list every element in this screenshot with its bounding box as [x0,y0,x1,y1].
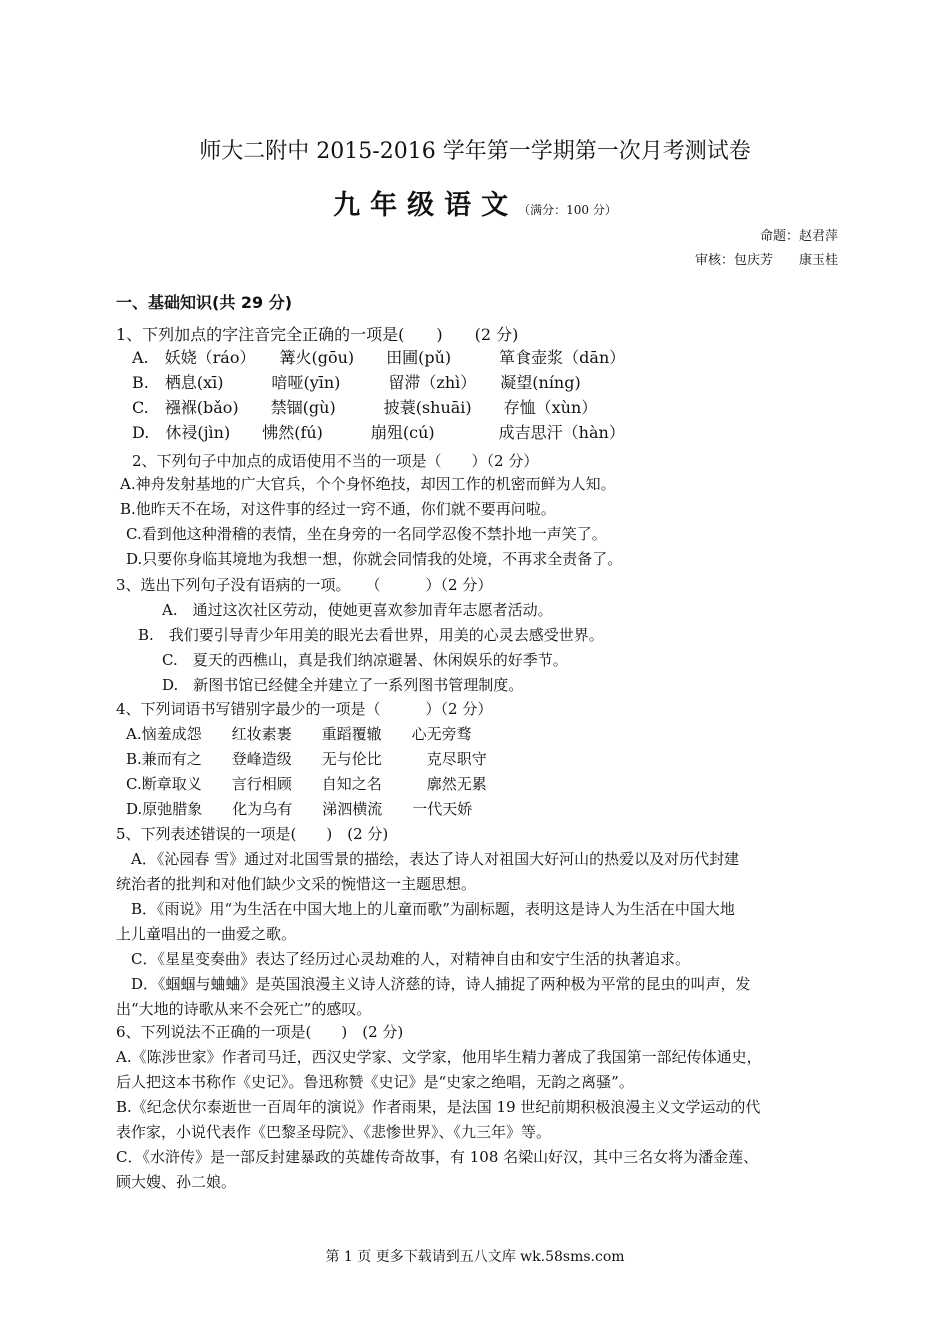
author-line: 命题：赵君萍 [759,229,838,244]
q2-option-d: D.只要你身临其境地为我想一想，你就会同情我的处境，不再求全责备了。 [126,550,623,568]
subject-title: 九年级语文 [333,190,519,221]
full-score: （满分：100 分） [518,203,617,217]
q6-option-c-line2: 顾大嫂、孙二娘。 [116,1173,237,1191]
q6-option-b-line2: 表作家，小说代表作《巴黎圣母院》、《悲惨世界》、《九三年》等。 [116,1123,552,1141]
q3-option-a: A. 通过这次社区劳动，使她更喜欢参加青年志愿者活动。 [162,601,553,619]
q4-option-a: A.恼羞成怨 红妆素裹 重蹈覆辙 心无旁骛 [126,725,472,743]
q4-option-b: B.兼而有之 登峰造级 无与伦比 克尽职守 [126,750,487,768]
q5-option-d-line2: 出“大地的诗歌从来不会死亡”的感叹。 [116,1000,372,1018]
q5-option-c: C．《星星变奏曲》表达了经历过心灵劫难的人，对精神自由和安宁生活的执著追求。 [116,950,690,968]
q1-stem: 1、下列加点的字注音完全正确的一项是( ) (2 分) [116,325,519,344]
q1-option-d: D. 休祲(jìn) 怫然(fú) 崩殂(cú) 成吉思汗（hàn） [132,423,625,442]
q2-stem: 2、下列句子中加点的成语使用不当的一项是（ ）（2 分） [132,452,539,470]
exam-title: 师大二附中 2015-2016 学年第一学期第一次月考测试卷 [199,139,751,164]
q4-stem: 4、下列词语书写错别字最少的一项是（ ）（2 分） [116,700,493,718]
q2-option-b: B.他昨天不在场，对这件事的经过一窍不通，你们就不要再问啦。 [120,500,556,518]
q1-option-c: C. 襁褓(bǎo) 禁锢(gù) 披蓑(shuāi) 存恤（xùn） [132,398,598,417]
q5-option-a-line2: 统治者的批判和对他们缺少文采的惋惜这一主题思想。 [116,875,477,893]
q5-option-d-line1: D．《蝈蝈与蛐蛐》是英国浪漫主义诗人济慈的诗，诗人捕捉了两种极为平常的昆虫的叫声，发 [116,975,751,993]
reviewer-line: 审核：包庆芳 康玉桂 [694,253,838,268]
q4-option-c: C.断章取义 言行相顾 自知之名 廓然无累 [126,775,487,793]
exam-subtitle [0,183,950,222]
q5-option-a-line1: A．《沁园春 雪》通过对北国雪景的描绘，表达了诗人对祖国大好河山的热爱以及对历代封建 [116,850,740,868]
q2-option-a: A.神舟发射基地的广大官兵，个个身怀绝技，却因工作的机密而鲜为人知。 [120,475,616,493]
q6-option-a-line2: 后人把这本书称作《史记》。鲁迅称赞《史记》是“史家之绝唱，无韵之离骚”。 [116,1073,634,1091]
q3-option-b: B. 我们要引导青少年用美的眼光去看世界，用美的心灵去感受世界。 [138,626,604,644]
section-heading: 一、基础知识(共 29 分) [116,293,293,312]
q1-option-a: A. 妖娆（ráo） 篝火(gōu) 田圃(pǔ) 箪食壶浆（dān） [132,348,626,367]
q2-option-c: C.看到他这种滑稽的表情，坐在身旁的一名同学忍俊不禁扑地一声笑了。 [126,525,607,543]
q6-option-c-line1: C．《水浒传》是一部反封建暴政的英雄传奇故事，有 108 名梁山好汉，其中三名女将为潘金莲、 [116,1148,759,1166]
q6-stem: 6、下列说法不正确的一项是( ) (2 分) [116,1023,404,1041]
q6-option-a-line1: A.《陈涉世家》作者司马迁，西汉史学家、文学家，他用毕生精力著成了我国第一部纪传体通史， [116,1048,762,1066]
q4-option-d: D.原弛腊象 化为乌有 涕泗横流 一代天娇 [126,800,473,818]
q1-option-b: B. 栖息(xī) 喑哑(yīn) 留滞（zhì） 凝望(níng) [132,373,581,392]
q3-option-d: D. 新图书馆已经健全并建立了一系列图书管理制度。 [162,676,524,694]
q3-stem: 3、选出下列句子没有语病的一项。 （ ）（2 分） [116,576,493,594]
q5-option-b-line1: B．《雨说》用“为生活在中国大地上的儿童而歌”为副标题，表明这是诗人为生活在中国大地 [116,900,735,918]
q5-option-b-line2: 上儿童唱出的一曲爱之歌。 [116,925,297,943]
q6-option-b-line1: B.《纪念伏尔泰逝世一百周年的演说》作者雨果，是法国 19 世纪前期积极浪漫主义文学运动的代 [116,1098,761,1116]
q3-option-c: C. 夏天的西樵山，真是我们纳凉避暑、休闲娱乐的好季节。 [162,651,568,669]
page-footer: 第 1 页 更多下载请到五八文库 wk.58sms.com [325,1249,625,1265]
q5-stem: 5、下列表述错误的一项是( ) (2 分) [116,825,389,843]
